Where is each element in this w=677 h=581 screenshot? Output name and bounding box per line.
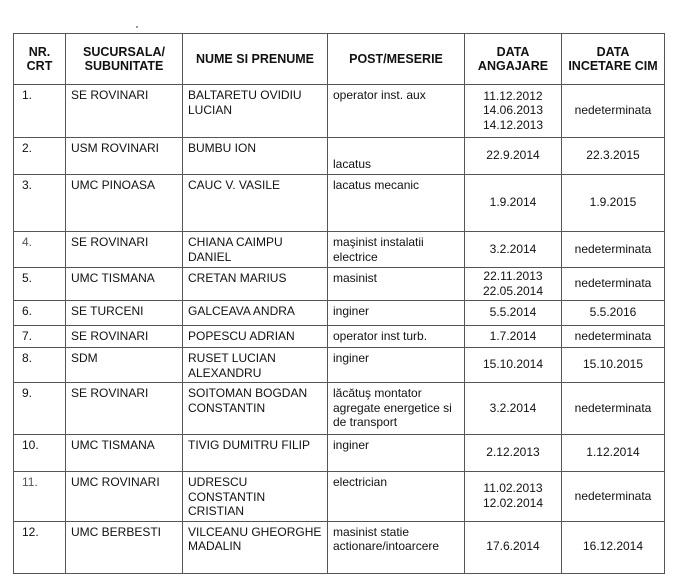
cell-post: inginer — [328, 435, 465, 472]
cell-sucursala: SE ROVINARI — [66, 383, 183, 435]
cell-sucursala: USM ROVINARI — [66, 138, 183, 175]
cell-sucursala: SDM — [66, 348, 183, 383]
header-sucursala: SUCURSALA/ SUBUNITATE — [66, 34, 183, 85]
cell-post: masinist — [328, 268, 465, 301]
hire-date: 5.5.2014 — [489, 305, 537, 320]
cell-nr: 2. — [14, 138, 66, 175]
cell-data-incetare: 1.12.2014 — [562, 435, 665, 472]
hire-date: 14.12.2013 — [482, 117, 544, 132]
cell-nume: SOITOMAN BOGDAN CONSTANTIN — [183, 383, 328, 435]
cell-post: operator inst. aux — [328, 85, 465, 138]
cell-data-incetare: 15.10.2015 — [562, 348, 665, 383]
hire-date: 11.12.2012 — [483, 88, 543, 103]
cell-nr: 7. — [14, 326, 66, 348]
hire-date: 12.02.2014 — [482, 495, 544, 510]
cell-nr: 1. — [14, 85, 66, 138]
cell-nume: GALCEAVA ANDRA — [183, 301, 328, 326]
cell-nume: BUMBU ION — [183, 138, 328, 175]
cell-data-angajare — [465, 326, 562, 348]
table-row — [14, 348, 665, 383]
cell-nume: TIVIG DUMITRU FILIP — [183, 435, 328, 472]
table-row — [14, 472, 665, 522]
hire-date: 14.06.2013 — [482, 103, 544, 118]
table-row — [14, 326, 665, 348]
cell-nr: 5. — [14, 268, 66, 301]
stray-dot — [136, 26, 138, 28]
cell-sucursala: UMC BERBESTI — [66, 521, 183, 573]
cell-post: lacatus mecanic — [328, 175, 465, 232]
cell-data-angajare — [465, 521, 562, 573]
cell-nume: RUSET LUCIAN ALEXANDRU — [183, 348, 328, 383]
cell-post: inginer — [328, 348, 465, 383]
header-nr-crt: NR. CRT — [14, 34, 66, 85]
cell-data-incetare: nedeterminata — [562, 326, 665, 348]
cell-data-incetare: nedeterminata — [562, 472, 665, 522]
hire-date: 17.6.2014 — [486, 539, 540, 554]
table-row — [14, 232, 665, 268]
table-body — [14, 85, 665, 574]
cell-post: maşinist instalatii electrice — [328, 232, 465, 268]
table-row — [14, 383, 665, 435]
cell-nume: POPESCU ADRIAN — [183, 326, 328, 348]
cell-data-angajare — [465, 232, 562, 268]
table-header — [14, 34, 665, 85]
cell-data-angajare — [465, 138, 562, 175]
header-nume: NUME SI PRENUME — [183, 34, 328, 85]
header-data-incetare: DATA INCETARE CIM — [562, 34, 665, 85]
cell-data-angajare — [465, 348, 562, 383]
cell-sucursala: SE TURCENI — [66, 301, 183, 326]
table-row — [14, 435, 665, 472]
hire-date: 11.02.2013 — [483, 481, 543, 496]
cell-nr: 9. — [14, 383, 66, 435]
table-row — [14, 138, 665, 175]
cell-nr: 6. — [14, 301, 66, 326]
table-row — [14, 268, 665, 301]
cell-data-incetare: nedeterminata — [562, 85, 665, 138]
table-row — [14, 301, 665, 326]
header-post: POST/MESERIE — [328, 34, 465, 85]
cell-sucursala: UMC ROVINARI — [66, 472, 183, 522]
hire-date: 3.2.2014 — [489, 241, 537, 256]
cell-data-angajare — [465, 383, 562, 435]
cell-post: electrician — [328, 472, 465, 522]
hire-date: 1.9.2014 — [489, 195, 537, 210]
cell-sucursala: SE ROVINARI — [66, 326, 183, 348]
cell-data-angajare — [465, 301, 562, 326]
cell-nume: VILCEANU GHEORGHE MADALIN — [183, 521, 328, 573]
cell-nume: CRETAN MARIUS — [183, 268, 328, 301]
cell-nr: 11. — [14, 472, 66, 522]
cell-post: lăcătuş montator agregate energetice si de transport — [328, 383, 465, 435]
cell-post: operator inst turb. — [328, 326, 465, 348]
table-row — [14, 175, 665, 232]
cell-nr: 8. — [14, 348, 66, 383]
employee-table — [13, 33, 665, 574]
cell-nr: 3. — [14, 175, 66, 232]
cell-data-angajare — [465, 175, 562, 232]
cell-data-incetare: nedeterminata — [562, 268, 665, 301]
cell-data-angajare — [465, 268, 562, 301]
cell-data-angajare — [465, 472, 562, 522]
hire-date: 3.2.2014 — [489, 400, 537, 415]
cell-data-incetare: 5.5.2016 — [562, 301, 665, 326]
hire-date: 1.7.2014 — [489, 328, 537, 343]
cell-nume: CAUC V. VASILE — [183, 175, 328, 232]
table-row — [14, 85, 665, 138]
cell-nr: 10. — [14, 435, 66, 472]
cell-nr: 12. — [14, 521, 66, 573]
cell-sucursala: UMC TISMANA — [66, 435, 183, 472]
cell-nume: BALTARETU OVIDIU LUCIAN — [183, 85, 328, 138]
cell-data-angajare — [465, 435, 562, 472]
hire-date: 2.12.2013 — [486, 445, 540, 460]
header-data-angajare: DATA ANGAJARE — [465, 34, 562, 85]
hire-date: 15.10.2014 — [482, 357, 544, 372]
hire-date: 22.11.2013 — [483, 269, 543, 283]
cell-sucursala: SE ROVINARI — [66, 85, 183, 138]
hire-date: 22.05.2014 — [482, 283, 544, 298]
cell-post: lacatus — [328, 138, 465, 175]
cell-data-incetare: nedeterminata — [562, 383, 665, 435]
cell-data-angajare — [465, 85, 562, 138]
cell-sucursala: SE ROVINARI — [66, 232, 183, 268]
header-row — [14, 34, 665, 85]
cell-nr: 4. — [14, 232, 66, 268]
cell-sucursala: UMC PINOASA — [66, 175, 183, 232]
hire-date: 22.9.2014 — [486, 148, 540, 163]
cell-data-incetare: 1.9.2015 — [562, 175, 665, 232]
cell-data-incetare: 16.12.2014 — [562, 521, 665, 573]
cell-data-incetare: nedeterminata — [562, 232, 665, 268]
cell-sucursala: UMC TISMANA — [66, 268, 183, 301]
cell-nume: UDRESCU CONSTANTIN CRISTIAN — [183, 472, 328, 522]
table-row — [14, 521, 665, 573]
cell-post: inginer — [328, 301, 465, 326]
cell-nume: CHIANA CAIMPU DANIEL — [183, 232, 328, 268]
cell-data-incetare: 22.3.2015 — [562, 138, 665, 175]
cell-post: masinist statie actionare/intoarcere — [328, 521, 465, 573]
